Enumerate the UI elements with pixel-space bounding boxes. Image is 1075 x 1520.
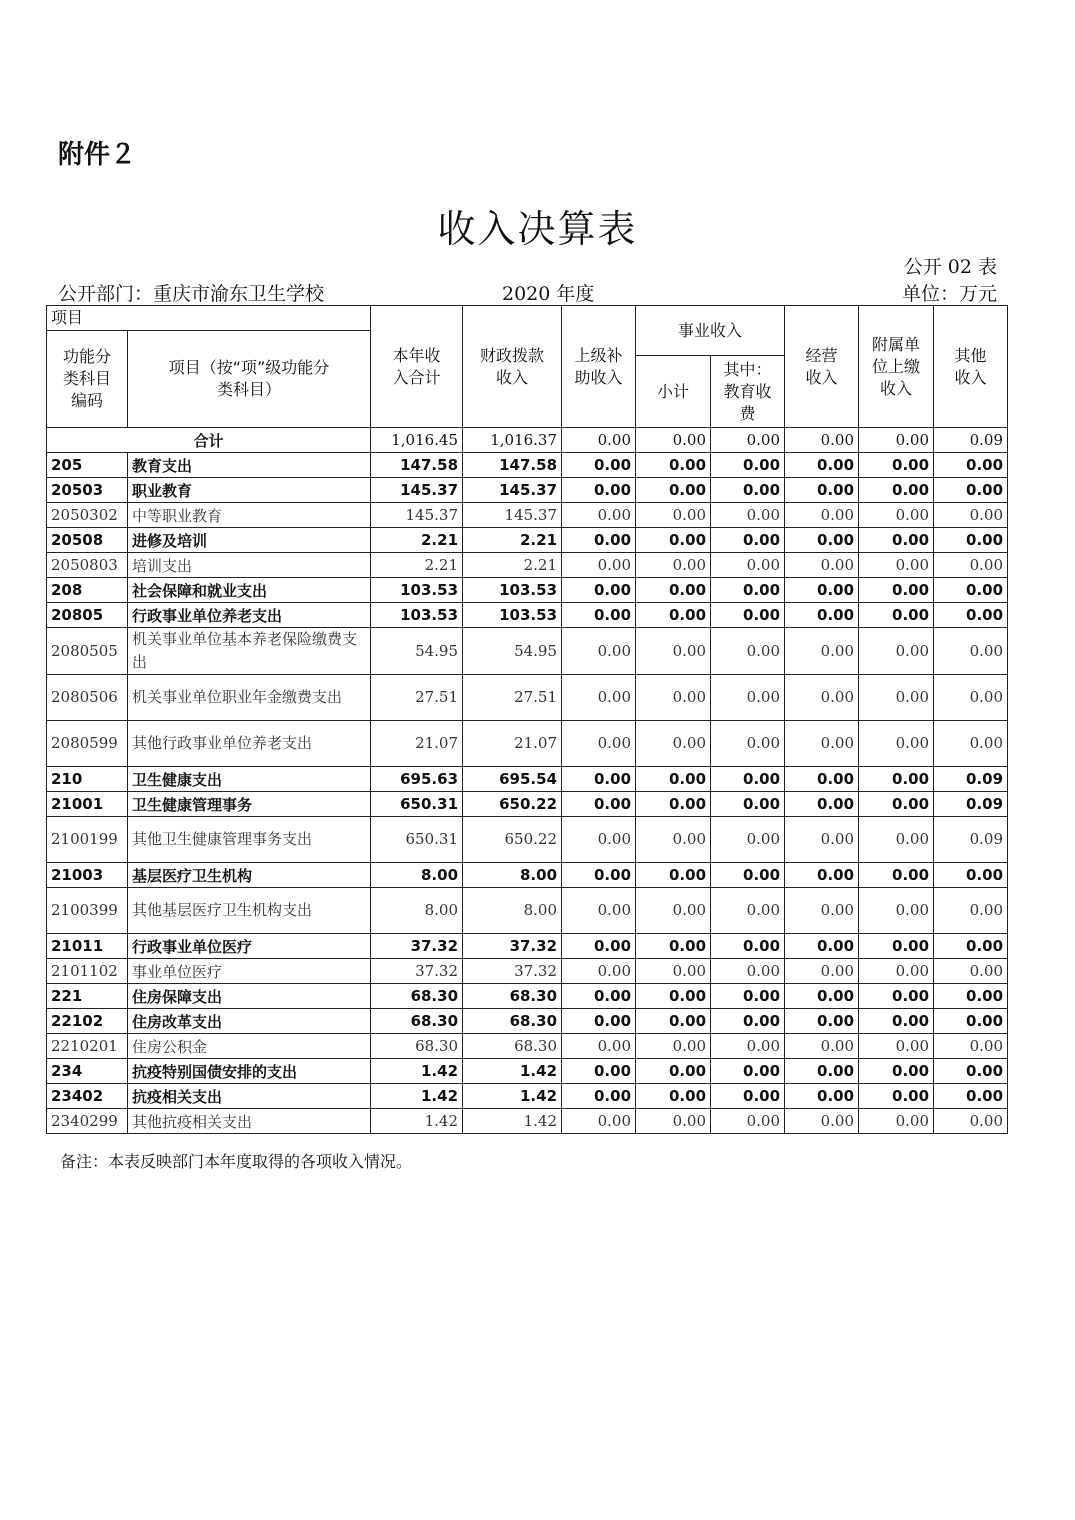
value-cell: 0.00 — [934, 934, 1008, 959]
value-cell: 0.00 — [859, 1109, 934, 1134]
value-cell: 0.00 — [859, 767, 934, 792]
value-cell: 0.00 — [711, 934, 785, 959]
value-cell: 0.00 — [785, 603, 859, 628]
table-row — [47, 1034, 1008, 1059]
value-cell: 0.00 — [562, 1009, 636, 1034]
year-label: 2020 年度 — [502, 283, 595, 305]
value-cell: 0.00 — [785, 553, 859, 578]
value-cell: 0.00 — [785, 1059, 859, 1084]
value-cell: 1.42 — [463, 1109, 562, 1134]
func-code-cell: 2101102 — [47, 959, 128, 984]
item-name-cell: 机关事业单位职业年金缴费支出 — [128, 675, 371, 721]
value-cell: 0.00 — [711, 478, 785, 503]
value-cell: 0.00 — [562, 767, 636, 792]
item-name-cell: 抗疫特别国债安排的支出 — [128, 1059, 371, 1084]
func-code-cell: 21003 — [47, 863, 128, 888]
value-cell: 0.00 — [562, 984, 636, 1009]
total-cell: 0.00 — [562, 428, 636, 453]
table-row — [47, 959, 1008, 984]
item-name-cell: 基层医疗卫生机构 — [128, 863, 371, 888]
value-cell: 0.00 — [934, 528, 1008, 553]
value-cell: 68.30 — [463, 1009, 562, 1034]
value-cell: 1.42 — [463, 1059, 562, 1084]
value-cell: 0.00 — [934, 578, 1008, 603]
value-cell: 0.00 — [785, 934, 859, 959]
value-cell: 68.30 — [463, 984, 562, 1009]
value-cell: 0.00 — [785, 767, 859, 792]
value-cell: 0.00 — [562, 528, 636, 553]
value-cell: 0.00 — [636, 1034, 711, 1059]
value-cell: 0.00 — [711, 959, 785, 984]
item-name-cell: 卫生健康管理事务 — [128, 792, 371, 817]
total-cell: 0.00 — [711, 428, 785, 453]
value-cell: 0.00 — [711, 767, 785, 792]
value-cell: 0.00 — [934, 628, 1008, 675]
value-cell: 0.00 — [636, 528, 711, 553]
value-cell: 0.00 — [711, 1034, 785, 1059]
item-name-cell: 教育支出 — [128, 453, 371, 478]
table-row — [47, 503, 1008, 528]
value-cell: 0.00 — [785, 1009, 859, 1034]
value-cell: 147.58 — [371, 453, 463, 478]
header-item-name: 项目（按“项”级功能分类科目） — [128, 331, 371, 428]
header-superior: 上级补助收入 — [562, 306, 636, 428]
item-name-cell: 事业单位医疗 — [128, 959, 371, 984]
total-cell: 0.00 — [785, 428, 859, 453]
table-row — [47, 934, 1008, 959]
total-cell: 0.00 — [859, 428, 934, 453]
value-cell: 0.00 — [934, 1084, 1008, 1109]
value-cell: 37.32 — [371, 934, 463, 959]
value-cell: 145.37 — [371, 503, 463, 528]
table-row — [47, 478, 1008, 503]
value-cell: 8.00 — [371, 863, 463, 888]
value-cell: 0.00 — [711, 984, 785, 1009]
func-code-cell: 21001 — [47, 792, 128, 817]
value-cell: 0.00 — [562, 817, 636, 863]
value-cell: 0.00 — [934, 503, 1008, 528]
func-code-cell: 2340299 — [47, 1109, 128, 1134]
total-label: 合计 — [47, 428, 371, 453]
value-cell: 0.00 — [859, 503, 934, 528]
value-cell: 0.00 — [562, 959, 636, 984]
func-code-cell: 205 — [47, 453, 128, 478]
table-row — [47, 1059, 1008, 1084]
value-cell: 0.00 — [562, 675, 636, 721]
table-row — [47, 628, 1008, 675]
table-header — [47, 306, 1008, 428]
value-cell: 0.00 — [562, 1084, 636, 1109]
value-cell: 68.30 — [371, 1034, 463, 1059]
value-cell: 68.30 — [371, 1009, 463, 1034]
value-cell: 0.00 — [636, 675, 711, 721]
value-cell: 0.00 — [711, 1059, 785, 1084]
value-cell: 0.00 — [711, 863, 785, 888]
value-cell: 1.42 — [463, 1084, 562, 1109]
value-cell: 68.30 — [463, 1034, 562, 1059]
value-cell: 0.00 — [711, 817, 785, 863]
value-cell: 0.00 — [859, 453, 934, 478]
value-cell: 0.00 — [711, 578, 785, 603]
table-row — [47, 453, 1008, 478]
value-cell: 0.00 — [562, 628, 636, 675]
table-row — [47, 553, 1008, 578]
value-cell: 0.00 — [636, 1109, 711, 1134]
value-cell: 37.32 — [463, 934, 562, 959]
value-cell: 145.37 — [463, 503, 562, 528]
value-cell: 0.00 — [562, 1059, 636, 1084]
value-cell: 0.00 — [785, 792, 859, 817]
item-name-cell: 社会保障和就业支出 — [128, 578, 371, 603]
value-cell: 103.53 — [463, 603, 562, 628]
func-code-cell: 210 — [47, 767, 128, 792]
value-cell: 0.00 — [636, 453, 711, 478]
item-name-cell: 抗疫相关支出 — [128, 1084, 371, 1109]
table-row — [47, 1109, 1008, 1134]
value-cell: 0.00 — [711, 628, 785, 675]
value-cell: 0.00 — [562, 934, 636, 959]
value-cell: 0.00 — [785, 984, 859, 1009]
value-cell: 0.00 — [785, 817, 859, 863]
value-cell: 21.07 — [371, 721, 463, 767]
value-cell: 0.00 — [562, 503, 636, 528]
value-cell: 27.51 — [371, 675, 463, 721]
value-cell: 0.00 — [711, 675, 785, 721]
total-cell: 1,016.37 — [463, 428, 562, 453]
value-cell: 0.09 — [934, 817, 1008, 863]
func-code-cell: 2080505 — [47, 628, 128, 675]
value-cell: 695.63 — [371, 767, 463, 792]
table-row — [47, 792, 1008, 817]
item-name-cell: 其他基层医疗卫生机构支出 — [128, 888, 371, 934]
value-cell: 0.00 — [636, 888, 711, 934]
value-cell: 0.00 — [785, 863, 859, 888]
item-name-cell: 住房改革支出 — [128, 1009, 371, 1034]
func-code-cell: 20503 — [47, 478, 128, 503]
value-cell: 0.00 — [859, 603, 934, 628]
table-row — [47, 1009, 1008, 1034]
value-cell: 0.00 — [859, 675, 934, 721]
value-cell: 0.00 — [785, 721, 859, 767]
value-cell: 0.00 — [934, 1034, 1008, 1059]
value-cell: 1.42 — [371, 1059, 463, 1084]
value-cell: 0.00 — [636, 934, 711, 959]
table-row — [47, 817, 1008, 863]
value-cell: 0.00 — [636, 1059, 711, 1084]
item-name-cell: 培训支出 — [128, 553, 371, 578]
value-cell: 0.00 — [636, 1084, 711, 1109]
value-cell: 0.00 — [562, 792, 636, 817]
value-cell: 0.00 — [785, 675, 859, 721]
func-code-cell: 23402 — [47, 1084, 128, 1109]
table-row — [47, 578, 1008, 603]
header-operating: 经营收入 — [785, 306, 859, 428]
item-name-cell: 住房公积金 — [128, 1034, 371, 1059]
value-cell: 0.00 — [785, 1034, 859, 1059]
value-cell: 0.00 — [562, 888, 636, 934]
func-code-cell: 2210201 — [47, 1034, 128, 1059]
value-cell: 145.37 — [371, 478, 463, 503]
func-code-cell: 2050803 — [47, 553, 128, 578]
value-cell: 0.00 — [636, 578, 711, 603]
table-row — [47, 603, 1008, 628]
func-code-cell: 22102 — [47, 1009, 128, 1034]
value-cell: 0.00 — [711, 503, 785, 528]
value-cell: 0.00 — [562, 578, 636, 603]
value-cell: 27.51 — [463, 675, 562, 721]
item-name-cell: 其他卫生健康管理事务支出 — [128, 817, 371, 863]
table-row — [47, 528, 1008, 553]
value-cell: 54.95 — [371, 628, 463, 675]
page-title: 收入决算表 — [437, 207, 638, 251]
header-other: 其他收入 — [934, 306, 1008, 428]
value-cell: 0.00 — [562, 721, 636, 767]
func-code-cell: 208 — [47, 578, 128, 603]
header-subtotal: 小计 — [636, 356, 711, 428]
value-cell: 0.00 — [859, 863, 934, 888]
value-cell: 0.00 — [859, 959, 934, 984]
value-cell: 145.37 — [463, 478, 562, 503]
value-cell: 0.00 — [785, 1084, 859, 1109]
value-cell: 0.00 — [934, 603, 1008, 628]
value-cell: 0.00 — [859, 628, 934, 675]
total-cell: 1,016.45 — [371, 428, 463, 453]
value-cell: 0.00 — [636, 959, 711, 984]
value-cell: 695.54 — [463, 767, 562, 792]
value-cell: 0.00 — [562, 1109, 636, 1134]
value-cell: 0.09 — [934, 767, 1008, 792]
value-cell: 0.00 — [785, 1109, 859, 1134]
value-cell: 0.00 — [859, 888, 934, 934]
value-cell: 0.00 — [934, 1009, 1008, 1034]
func-code-cell: 2080599 — [47, 721, 128, 767]
func-code-cell: 21011 — [47, 934, 128, 959]
item-name-cell: 行政事业单位养老支出 — [128, 603, 371, 628]
value-cell: 0.00 — [859, 934, 934, 959]
value-cell: 650.31 — [371, 817, 463, 863]
value-cell: 0.00 — [636, 767, 711, 792]
value-cell: 0.00 — [859, 817, 934, 863]
value-cell: 0.00 — [785, 888, 859, 934]
value-cell: 650.22 — [463, 817, 562, 863]
item-name-cell: 行政事业单位医疗 — [128, 934, 371, 959]
total-cell: 0.09 — [934, 428, 1008, 453]
value-cell: 0.00 — [711, 553, 785, 578]
header-fiscal: 财政拨款收入 — [463, 306, 562, 428]
value-cell: 0.00 — [785, 453, 859, 478]
header-education-fee: 其中：教育收费 — [711, 356, 785, 428]
value-cell: 54.95 — [463, 628, 562, 675]
value-cell: 0.00 — [859, 478, 934, 503]
value-cell: 2.21 — [371, 553, 463, 578]
value-cell: 1.42 — [371, 1084, 463, 1109]
table-row — [47, 863, 1008, 888]
value-cell: 0.00 — [636, 553, 711, 578]
value-cell: 0.00 — [636, 863, 711, 888]
income-table — [46, 305, 1008, 1134]
value-cell: 147.58 — [463, 453, 562, 478]
value-cell: 103.53 — [371, 603, 463, 628]
value-cell: 103.53 — [371, 578, 463, 603]
value-cell: 0.00 — [636, 984, 711, 1009]
unit-label: 单位：万元 — [901, 283, 997, 305]
value-cell: 0.00 — [562, 863, 636, 888]
value-cell: 0.00 — [859, 578, 934, 603]
value-cell: 0.00 — [636, 603, 711, 628]
value-cell: 0.00 — [934, 863, 1008, 888]
total-row — [47, 428, 1008, 453]
table-row — [47, 888, 1008, 934]
item-name-cell: 卫生健康支出 — [128, 767, 371, 792]
func-code-cell: 221 — [47, 984, 128, 1009]
value-cell: 8.00 — [463, 863, 562, 888]
value-cell: 0.00 — [934, 1059, 1008, 1084]
department-label: 公开部门：重庆市渝东卫生学校 — [58, 283, 325, 305]
value-cell: 0.00 — [785, 528, 859, 553]
value-cell: 0.00 — [859, 1034, 934, 1059]
value-cell: 0.00 — [711, 888, 785, 934]
header-project: 项目 — [47, 306, 371, 331]
value-cell: 0.00 — [711, 603, 785, 628]
value-cell: 0.00 — [785, 628, 859, 675]
value-cell: 0.00 — [636, 721, 711, 767]
item-name-cell: 进修及培训 — [128, 528, 371, 553]
value-cell: 0.00 — [711, 1009, 785, 1034]
value-cell: 2.21 — [371, 528, 463, 553]
value-cell: 0.00 — [636, 817, 711, 863]
value-cell: 0.00 — [934, 478, 1008, 503]
total-cell: 0.00 — [636, 428, 711, 453]
value-cell: 0.00 — [562, 478, 636, 503]
value-cell: 68.30 — [371, 984, 463, 1009]
value-cell: 0.00 — [711, 721, 785, 767]
value-cell: 0.00 — [711, 528, 785, 553]
value-cell: 0.00 — [636, 1009, 711, 1034]
value-cell: 650.22 — [463, 792, 562, 817]
value-cell: 0.00 — [785, 478, 859, 503]
header-affiliated: 附属单位上缴收入 — [859, 306, 934, 428]
value-cell: 0.00 — [562, 553, 636, 578]
table-number: 公开 02 表 — [903, 256, 997, 278]
value-cell: 0.00 — [934, 959, 1008, 984]
value-cell: 0.00 — [859, 984, 934, 1009]
value-cell: 0.00 — [859, 792, 934, 817]
value-cell: 0.00 — [859, 553, 934, 578]
header-business: 事业收入 — [636, 306, 785, 356]
value-cell: 0.00 — [859, 1084, 934, 1109]
value-cell: 0.00 — [636, 478, 711, 503]
value-cell: 0.00 — [636, 792, 711, 817]
value-cell: 0.00 — [562, 453, 636, 478]
value-cell: 37.32 — [463, 959, 562, 984]
table-row — [47, 1084, 1008, 1109]
func-code-cell: 20508 — [47, 528, 128, 553]
value-cell: 0.00 — [636, 628, 711, 675]
value-cell: 0.00 — [711, 792, 785, 817]
value-cell: 0.00 — [934, 888, 1008, 934]
value-cell: 0.00 — [711, 1084, 785, 1109]
value-cell: 0.00 — [785, 503, 859, 528]
func-code-cell: 234 — [47, 1059, 128, 1084]
value-cell: 21.07 — [463, 721, 562, 767]
value-cell: 0.00 — [711, 1109, 785, 1134]
func-code-cell: 20805 — [47, 603, 128, 628]
value-cell: 0.00 — [859, 528, 934, 553]
value-cell: 0.00 — [636, 503, 711, 528]
table-row — [47, 984, 1008, 1009]
attachment-label: 附件２ — [58, 140, 137, 170]
value-cell: 0.00 — [562, 1034, 636, 1059]
value-cell: 0.00 — [934, 721, 1008, 767]
func-code-cell: 2080506 — [47, 675, 128, 721]
table-row — [47, 721, 1008, 767]
item-name-cell: 其他行政事业单位养老支出 — [128, 721, 371, 767]
value-cell: 8.00 — [371, 888, 463, 934]
value-cell: 0.00 — [859, 1009, 934, 1034]
item-name-cell: 职业教育 — [128, 478, 371, 503]
func-code-cell: 2100399 — [47, 888, 128, 934]
value-cell: 0.00 — [785, 578, 859, 603]
table-row — [47, 675, 1008, 721]
value-cell: 8.00 — [463, 888, 562, 934]
item-name-cell: 机关事业单位基本养老保险缴费支出 — [128, 628, 371, 675]
value-cell: 0.00 — [785, 959, 859, 984]
value-cell: 1.42 — [371, 1109, 463, 1134]
value-cell: 0.00 — [934, 553, 1008, 578]
func-code-cell: 2050302 — [47, 503, 128, 528]
table-row — [47, 767, 1008, 792]
item-name-cell: 其他抗疫相关支出 — [128, 1109, 371, 1134]
value-cell: 0.00 — [934, 1109, 1008, 1134]
func-code-cell: 2100199 — [47, 817, 128, 863]
value-cell: 0.00 — [562, 603, 636, 628]
value-cell: 103.53 — [463, 578, 562, 603]
header-total: 本年收入合计 — [371, 306, 463, 428]
value-cell: 0.00 — [859, 721, 934, 767]
header-func-code: 功能分类科目编码 — [47, 331, 128, 428]
value-cell: 0.00 — [934, 453, 1008, 478]
table-body — [47, 428, 1008, 1134]
value-cell: 0.00 — [711, 453, 785, 478]
value-cell: 0.09 — [934, 792, 1008, 817]
value-cell: 0.00 — [934, 984, 1008, 1009]
value-cell: 2.21 — [463, 528, 562, 553]
value-cell: 0.00 — [934, 675, 1008, 721]
value-cell: 650.31 — [371, 792, 463, 817]
value-cell: 37.32 — [371, 959, 463, 984]
item-name-cell: 住房保障支出 — [128, 984, 371, 1009]
value-cell: 0.00 — [859, 1059, 934, 1084]
item-name-cell: 中等职业教育 — [128, 503, 371, 528]
value-cell: 2.21 — [463, 553, 562, 578]
table-note: 备注：本表反映部门本年度取得的各项收入情况。 — [60, 1152, 413, 1171]
